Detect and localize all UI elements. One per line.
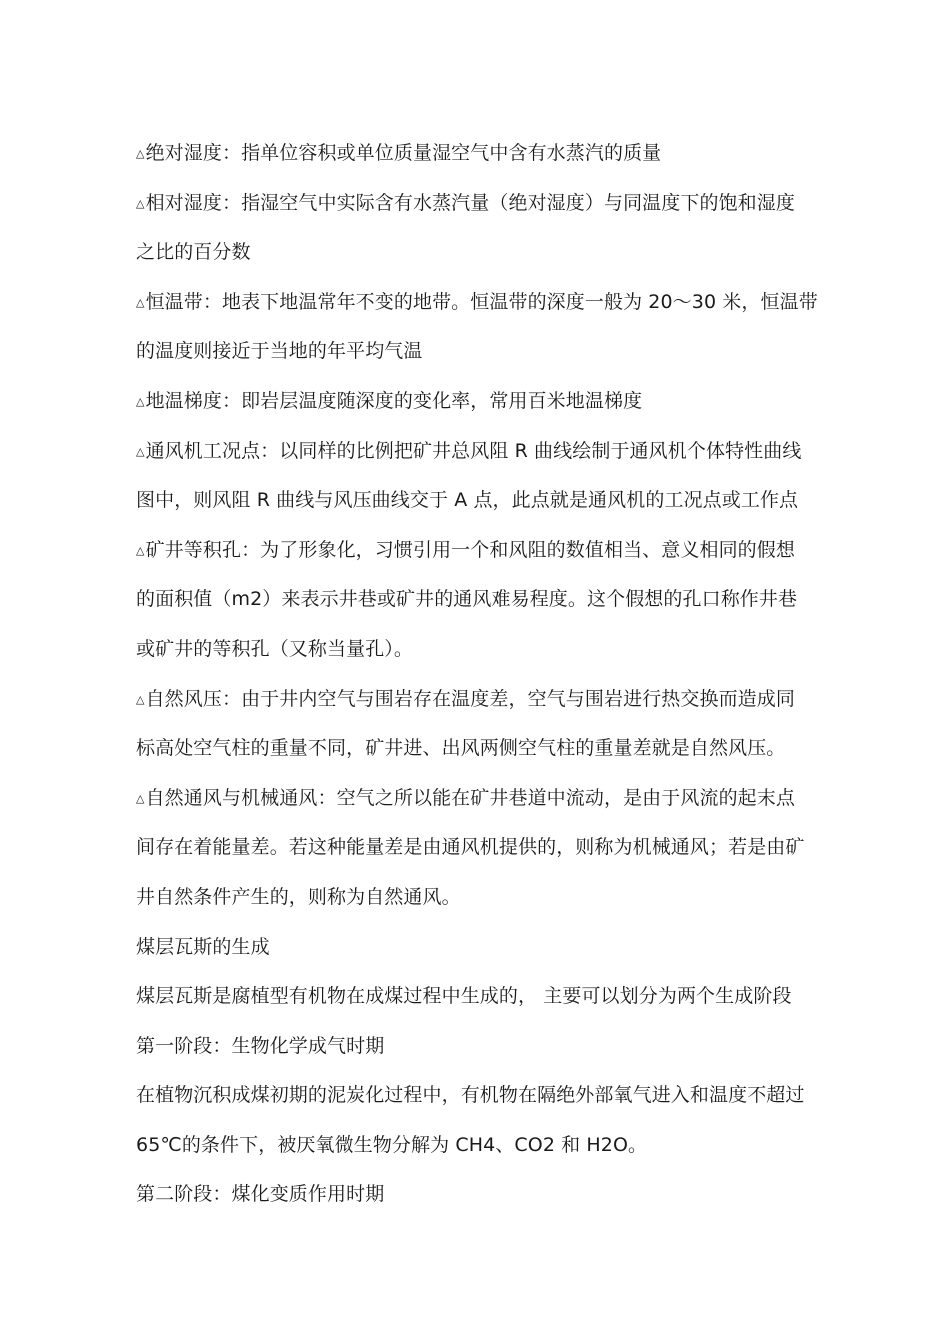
triangle-bullet-icon: △: [136, 394, 145, 408]
triangle-bullet-icon: △: [136, 543, 145, 557]
triangle-bullet-icon: △: [136, 295, 145, 309]
text-line: 之比的百分数: [136, 241, 251, 264]
triangle-bullet-icon: △: [136, 692, 145, 706]
text-line: △通风机工况点：以同样的比例把矿井总风阻 R 曲线绘制于通风机个体特性曲线: [136, 439, 802, 462]
triangle-bullet-icon: △: [136, 147, 145, 160]
text-line: △矿井等积孔：为了形象化，习惯引用一个和风阻的数值相当、意义相同的假想: [136, 538, 795, 561]
text-line: 图中，则风阻 R 曲线与风压曲线交于 A 点，此点就是通风机的工况点或工作点: [136, 489, 799, 512]
text-line: 间存在着能量差。若这种能量差是由通风机提供的，则称为机械通风；若是由矿: [136, 836, 805, 859]
text-line: 第一阶段：生物化学成气时期: [136, 1034, 385, 1057]
text-line: 或矿井的等积孔（又称当量孔）。: [136, 637, 414, 660]
text-line: △绝对湿度：指单位容积或单位质量湿空气中含有水蒸汽的质量: [136, 142, 662, 164]
text-line: 65℃的条件下，被厌氧微生物分解为 CH4、CO2 和 H2O。: [136, 1133, 648, 1156]
text-line: △自然风压：由于井内空气与围岩存在温度差，空气与围岩进行热交换而造成同: [136, 687, 795, 710]
text-line: △恒温带：地表下地温常年不变的地带。恒温带的深度一般为 20～30 米，恒温带: [136, 290, 818, 313]
text-line: △相对湿度：指湿空气中实际含有水蒸汽量（绝对湿度）与同温度下的饱和湿度: [136, 191, 795, 214]
text-line: 第二阶段：煤化变质作用时期: [136, 1183, 385, 1206]
text-line: 在植物沉积成煤初期的泥炭化过程中，有机物在隔绝外部氧气进入和温度不超过: [136, 1084, 805, 1107]
text-line: 的面积值（m2）来表示井巷或矿井的通风难易程度。这个假想的孔口称作井巷: [136, 588, 798, 611]
text-line: △地温梯度：即岩层温度随深度的变化率，常用百米地温梯度: [136, 389, 643, 412]
triangle-bullet-icon: △: [136, 196, 145, 210]
text-line: 的温度则接近于当地的年平均气温: [136, 340, 423, 363]
text-line: 井自然条件产生的，则称为自然通风。: [136, 885, 461, 908]
text-line: △自然通风与机械通风：空气之所以能在矿井巷道中流动，是由于风流的起末点: [136, 786, 795, 809]
section-heading: 煤层瓦斯的生成: [136, 935, 270, 958]
triangle-bullet-icon: △: [136, 444, 145, 458]
text-line: 煤层瓦斯是腐植型有机物在成煤过程中生成的， 主要可以划分为两个生成阶段: [136, 985, 792, 1008]
text-line: 标高处空气柱的重量不同，矿井进、出风两侧空气柱的重量差就是自然风压。: [136, 737, 786, 760]
document-body: [136, 129, 826, 1220]
triangle-bullet-icon: △: [136, 791, 145, 805]
